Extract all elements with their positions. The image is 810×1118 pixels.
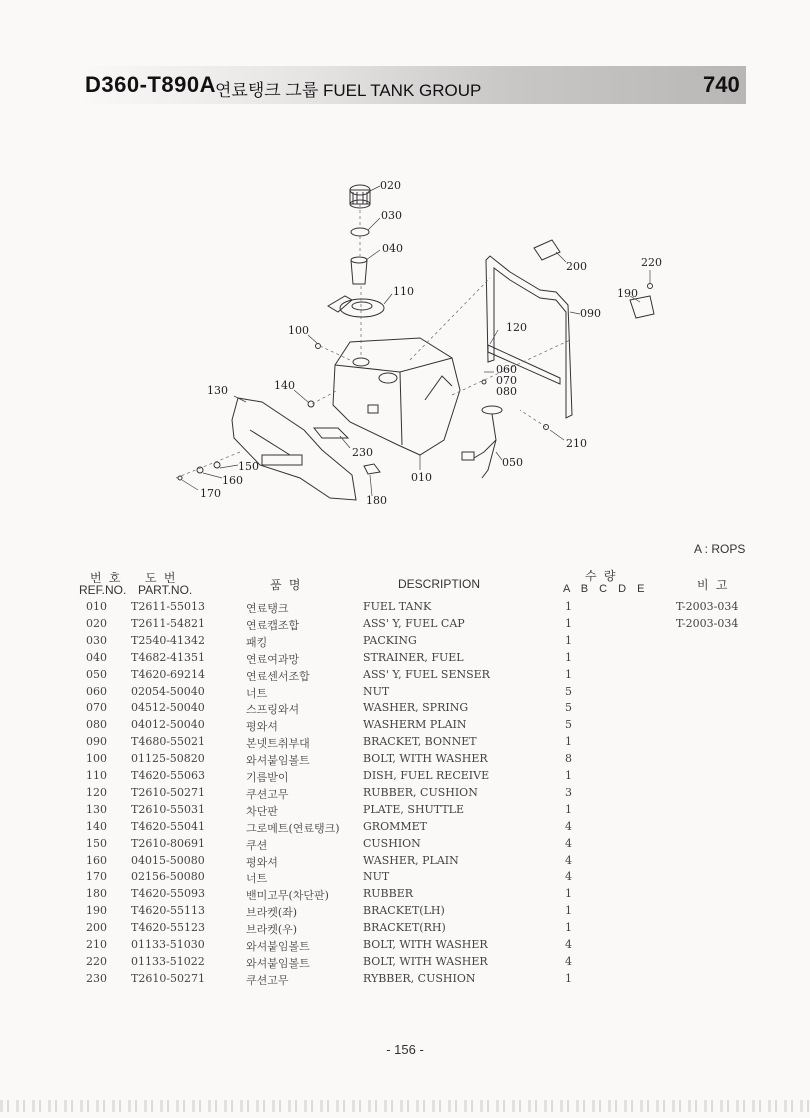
bolt-drawing xyxy=(316,344,321,349)
quantity-cell: 8 xyxy=(565,752,572,766)
part-no-cell: 04512-50040 xyxy=(131,701,205,715)
quantity-cell: 1 xyxy=(565,667,572,681)
table-row xyxy=(0,685,810,702)
ref-no-cell: 220 xyxy=(86,954,107,968)
part-no-cell: 04015-50080 xyxy=(131,853,205,867)
part-no-cell: T4620-55123 xyxy=(131,921,206,935)
table-row xyxy=(0,769,810,786)
korean-name-cell: 쿠션 xyxy=(246,838,268,852)
quantity-cell: 4 xyxy=(565,819,572,833)
ref-no-cell: 210 xyxy=(86,938,107,951)
quantity-cell: 3 xyxy=(565,785,572,799)
header-ref-en: REF.NO. xyxy=(79,583,127,597)
table-row xyxy=(0,887,810,904)
header-remarks-ko: 비 고 xyxy=(697,578,730,592)
quantity-cell: 1 xyxy=(565,887,572,901)
korean-name-cell: 쿠션고무 xyxy=(246,787,289,801)
callout-070: 070 xyxy=(496,374,517,387)
table-row xyxy=(0,904,810,921)
description-cell: FUEL TANK xyxy=(363,600,432,613)
quantity-cell: 1 xyxy=(565,904,572,918)
ref-no-cell: 070 xyxy=(86,701,107,715)
header-part-en: PART.NO. xyxy=(138,583,193,597)
korean-name-cell: 쿠션고무 xyxy=(246,973,289,987)
header-name-ko: 품 명 xyxy=(270,578,303,592)
table-row xyxy=(0,701,810,718)
rubber-cushion-drawing xyxy=(314,428,348,438)
korean-name-cell: 그로메트(연료탱크) xyxy=(246,821,340,835)
quantity-cell: 1 xyxy=(565,921,572,935)
part-no-cell: T4620-55093 xyxy=(131,887,206,901)
fuel-dish-drawing xyxy=(328,296,384,317)
header-qty-columns: A B C D E xyxy=(563,583,649,595)
ref-no-cell: 180 xyxy=(86,887,107,901)
callout-190: 190 xyxy=(617,287,638,300)
korean-name-cell: 기름받이 xyxy=(246,771,289,784)
part-no-cell: T2610-80691 xyxy=(131,836,206,850)
table-row xyxy=(0,600,810,617)
part-no-cell: 02054-50040 xyxy=(131,684,205,698)
ref-no-cell: 120 xyxy=(86,785,107,799)
table-row xyxy=(0,735,810,752)
korean-name-cell: 너트 xyxy=(246,872,268,886)
description-cell: PACKING xyxy=(363,633,417,647)
korean-name-cell: 평와셔 xyxy=(246,720,278,734)
header-qty-ko: 수 량 xyxy=(585,569,618,583)
callout-090: 090 xyxy=(580,307,601,320)
description-cell: WASHER, SPRING xyxy=(363,701,469,715)
description-cell: ASS' Y, FUEL CAP xyxy=(363,616,465,630)
description-cell: NUT xyxy=(363,870,390,884)
part-no-cell: T2610-50271 xyxy=(131,971,206,985)
scan-artifact xyxy=(0,1100,810,1112)
korean-name-cell: 와셔붙임볼트 xyxy=(246,754,310,768)
korean-name-cell: 패킹 xyxy=(246,635,268,649)
callout-140: 140 xyxy=(274,379,295,392)
ref-no-cell: 110 xyxy=(86,769,107,782)
table-row xyxy=(0,820,810,837)
header-ref-ko: 번 호 xyxy=(90,571,123,585)
callout-210: 210 xyxy=(566,437,587,450)
quantity-cell: 5 xyxy=(565,684,572,698)
ref-no-cell: 230 xyxy=(86,971,107,985)
callout-120: 120 xyxy=(506,321,527,334)
table-row xyxy=(0,668,810,685)
description-cell: WASHER, PLAIN xyxy=(363,853,459,867)
description-cell: PLATE, SHUTTLE xyxy=(363,802,465,816)
quantity-cell: 4 xyxy=(565,938,572,951)
callout-050: 050 xyxy=(502,456,523,469)
korean-name-cell: 밴미고무(차단판) xyxy=(246,889,329,903)
callout-010: 010 xyxy=(411,471,432,484)
table-row xyxy=(0,921,810,938)
callout-160: 160 xyxy=(222,474,243,487)
ref-no-cell: 050 xyxy=(86,667,107,681)
ref-no-cell: 200 xyxy=(86,921,107,935)
quantity-cell: 1 xyxy=(565,802,572,816)
quantity-cell: 4 xyxy=(565,853,572,867)
part-no-cell: T2610-50271 xyxy=(131,785,206,799)
description-cell: BOLT, WITH WASHER xyxy=(363,752,488,766)
description-cell: STRAINER, FUEL xyxy=(363,650,464,664)
korean-name-cell: 연료센서조합 xyxy=(246,669,310,683)
table-row xyxy=(0,718,810,735)
callout-200: 200 xyxy=(566,260,587,273)
description-cell: RYBBER, CUSHION xyxy=(363,971,476,985)
callout-230: 230 xyxy=(352,446,373,459)
korean-name-cell: 연료탱크 xyxy=(246,602,289,615)
part-no-cell: T4620-55063 xyxy=(131,769,206,782)
callout-150: 150 xyxy=(238,460,259,473)
quantity-cell: 1 xyxy=(565,600,572,613)
description-cell: ASS' Y, FUEL SENSER xyxy=(363,667,490,681)
korean-name-cell: 브라켓(우) xyxy=(246,923,298,937)
part-no-cell: T4682-41351 xyxy=(131,650,206,664)
description-cell: NUT xyxy=(363,684,390,698)
header-description: DESCRIPTION xyxy=(398,577,481,591)
part-no-cell: 01133-51022 xyxy=(131,954,205,968)
korean-name-cell: 스프링와셔 xyxy=(246,703,300,717)
korean-name-cell: 연료캡조합 xyxy=(246,618,300,632)
ref-no-cell: 170 xyxy=(86,870,107,884)
table-row xyxy=(0,854,810,871)
callout-170: 170 xyxy=(200,487,221,500)
ref-no-cell: 010 xyxy=(86,600,107,613)
packing-drawing xyxy=(351,228,369,236)
shutter-plate-drawing xyxy=(232,398,356,500)
group-title: 연료탱크 그룹 FUEL TANK GROUP xyxy=(215,81,482,100)
description-cell: RUBBER, CUSHION xyxy=(363,785,478,799)
quantity-cell: 4 xyxy=(565,836,572,850)
table-row xyxy=(0,634,810,651)
korean-name-cell: 본넷트취부대 xyxy=(246,737,310,751)
part-no-cell: T4680-55021 xyxy=(131,735,206,749)
part-no-cell: 01125-50820 xyxy=(131,752,205,766)
table-row xyxy=(0,955,810,972)
rubber-drawing xyxy=(364,464,380,474)
description-cell: BOLT, WITH WASHER xyxy=(363,938,488,951)
callout-100: 100 xyxy=(288,324,309,337)
ref-no-cell: 020 xyxy=(86,616,107,630)
quantity-cell: 4 xyxy=(565,954,572,968)
table-row xyxy=(0,870,810,887)
fuel-sensor-drawing xyxy=(462,406,502,478)
ref-no-cell: 160 xyxy=(86,853,107,867)
bolt-220-drawing xyxy=(648,284,653,289)
callout-080: 080 xyxy=(496,385,517,398)
callout-020: 020 xyxy=(380,179,401,192)
callout-060: 060 xyxy=(496,363,517,376)
description-cell: DISH, FUEL RECEIVE xyxy=(363,769,490,782)
callout-040: 040 xyxy=(382,242,403,255)
korean-name-cell: 너트 xyxy=(246,686,268,700)
description-cell: RUBBER xyxy=(363,887,414,901)
quantity-cell: 4 xyxy=(565,870,572,884)
callout-180: 180 xyxy=(366,494,387,507)
quantity-cell: 1 xyxy=(565,769,572,782)
callout-220: 220 xyxy=(641,256,662,269)
part-no-cell: 01133-51030 xyxy=(131,938,205,951)
part-no-cell: T2540-41342 xyxy=(131,633,206,647)
description-cell: BOLT, WITH WASHER xyxy=(363,954,488,968)
part-no-cell: T4620-55041 xyxy=(131,819,206,833)
part-no-cell: 04012-50040 xyxy=(131,718,205,732)
korean-name-cell: 연료여과망 xyxy=(246,652,300,666)
ref-no-cell: 100 xyxy=(86,752,107,766)
description-cell: BRACKET, BONNET xyxy=(363,735,477,749)
callout-110: 110 xyxy=(393,285,414,298)
quantity-cell: 1 xyxy=(565,971,572,985)
quantity-cell: 1 xyxy=(565,616,572,630)
part-no-cell: T2611-55013 xyxy=(131,600,206,613)
table-row xyxy=(0,972,810,989)
remark-cell: T-2003-034 xyxy=(676,616,739,630)
table-row xyxy=(0,837,810,854)
ref-no-cell: 030 xyxy=(86,633,107,647)
cushion-drawing xyxy=(214,462,220,468)
strainer-drawing xyxy=(351,257,367,284)
korean-name-cell: 평와셔 xyxy=(246,855,278,869)
model-code: D360-T890A xyxy=(85,72,216,97)
header-part-ko: 도 번 xyxy=(145,571,178,585)
part-no-cell: T2611-54821 xyxy=(131,616,206,630)
quantity-cell: 1 xyxy=(565,650,572,664)
fuel-tank-drawing xyxy=(333,338,460,455)
korean-name-cell: 와셔붙임볼트 xyxy=(246,940,310,953)
page-number: - 156 - xyxy=(386,1042,424,1057)
ref-no-cell: 040 xyxy=(86,650,107,664)
description-cell: WASHERM PLAIN xyxy=(363,718,467,732)
table-row xyxy=(0,651,810,668)
callout-130: 130 xyxy=(207,384,228,397)
ref-no-cell: 090 xyxy=(86,735,107,749)
description-cell: BRACKET(LH) xyxy=(363,904,445,918)
exploded-parts-diagram xyxy=(0,0,810,540)
quantity-cell: 1 xyxy=(565,735,572,749)
description-cell: GROMMET xyxy=(363,819,427,833)
korean-name-cell: 차단판 xyxy=(246,804,278,818)
remark-cell: T-2003-034 xyxy=(676,600,739,613)
ref-no-cell: 140 xyxy=(86,819,107,833)
group-code: 740 xyxy=(703,72,740,97)
rops-note: A : ROPS xyxy=(694,542,746,556)
nut-washer-drawing xyxy=(482,380,486,384)
table-row xyxy=(0,752,810,769)
quantity-cell: 5 xyxy=(565,718,572,732)
part-no-cell: T4620-55113 xyxy=(131,904,206,918)
table-row xyxy=(0,786,810,803)
quantity-cell: 1 xyxy=(565,633,572,647)
bracket-rh-drawing xyxy=(534,240,560,260)
korean-name-cell: 브라켓(좌) xyxy=(246,906,298,920)
callout-030: 030 xyxy=(381,209,402,222)
table-row xyxy=(0,938,810,955)
ref-no-cell: 150 xyxy=(86,836,107,850)
part-no-cell: T4620-69214 xyxy=(131,667,206,681)
ref-no-cell: 060 xyxy=(86,684,107,698)
table-row xyxy=(0,803,810,820)
quantity-cell: 5 xyxy=(565,701,572,715)
part-no-cell: T2610-55031 xyxy=(131,802,206,816)
ref-no-cell: 080 xyxy=(86,718,107,732)
korean-name-cell: 와셔붙임볼트 xyxy=(246,956,310,970)
ref-no-cell: 190 xyxy=(86,904,107,918)
grommet-drawing xyxy=(308,401,314,407)
table-row xyxy=(0,617,810,634)
description-cell: CUSHION xyxy=(363,836,421,850)
part-no-cell: 02156-50080 xyxy=(131,870,205,884)
description-cell: BRACKET(RH) xyxy=(363,921,446,935)
ref-no-cell: 130 xyxy=(86,802,107,816)
